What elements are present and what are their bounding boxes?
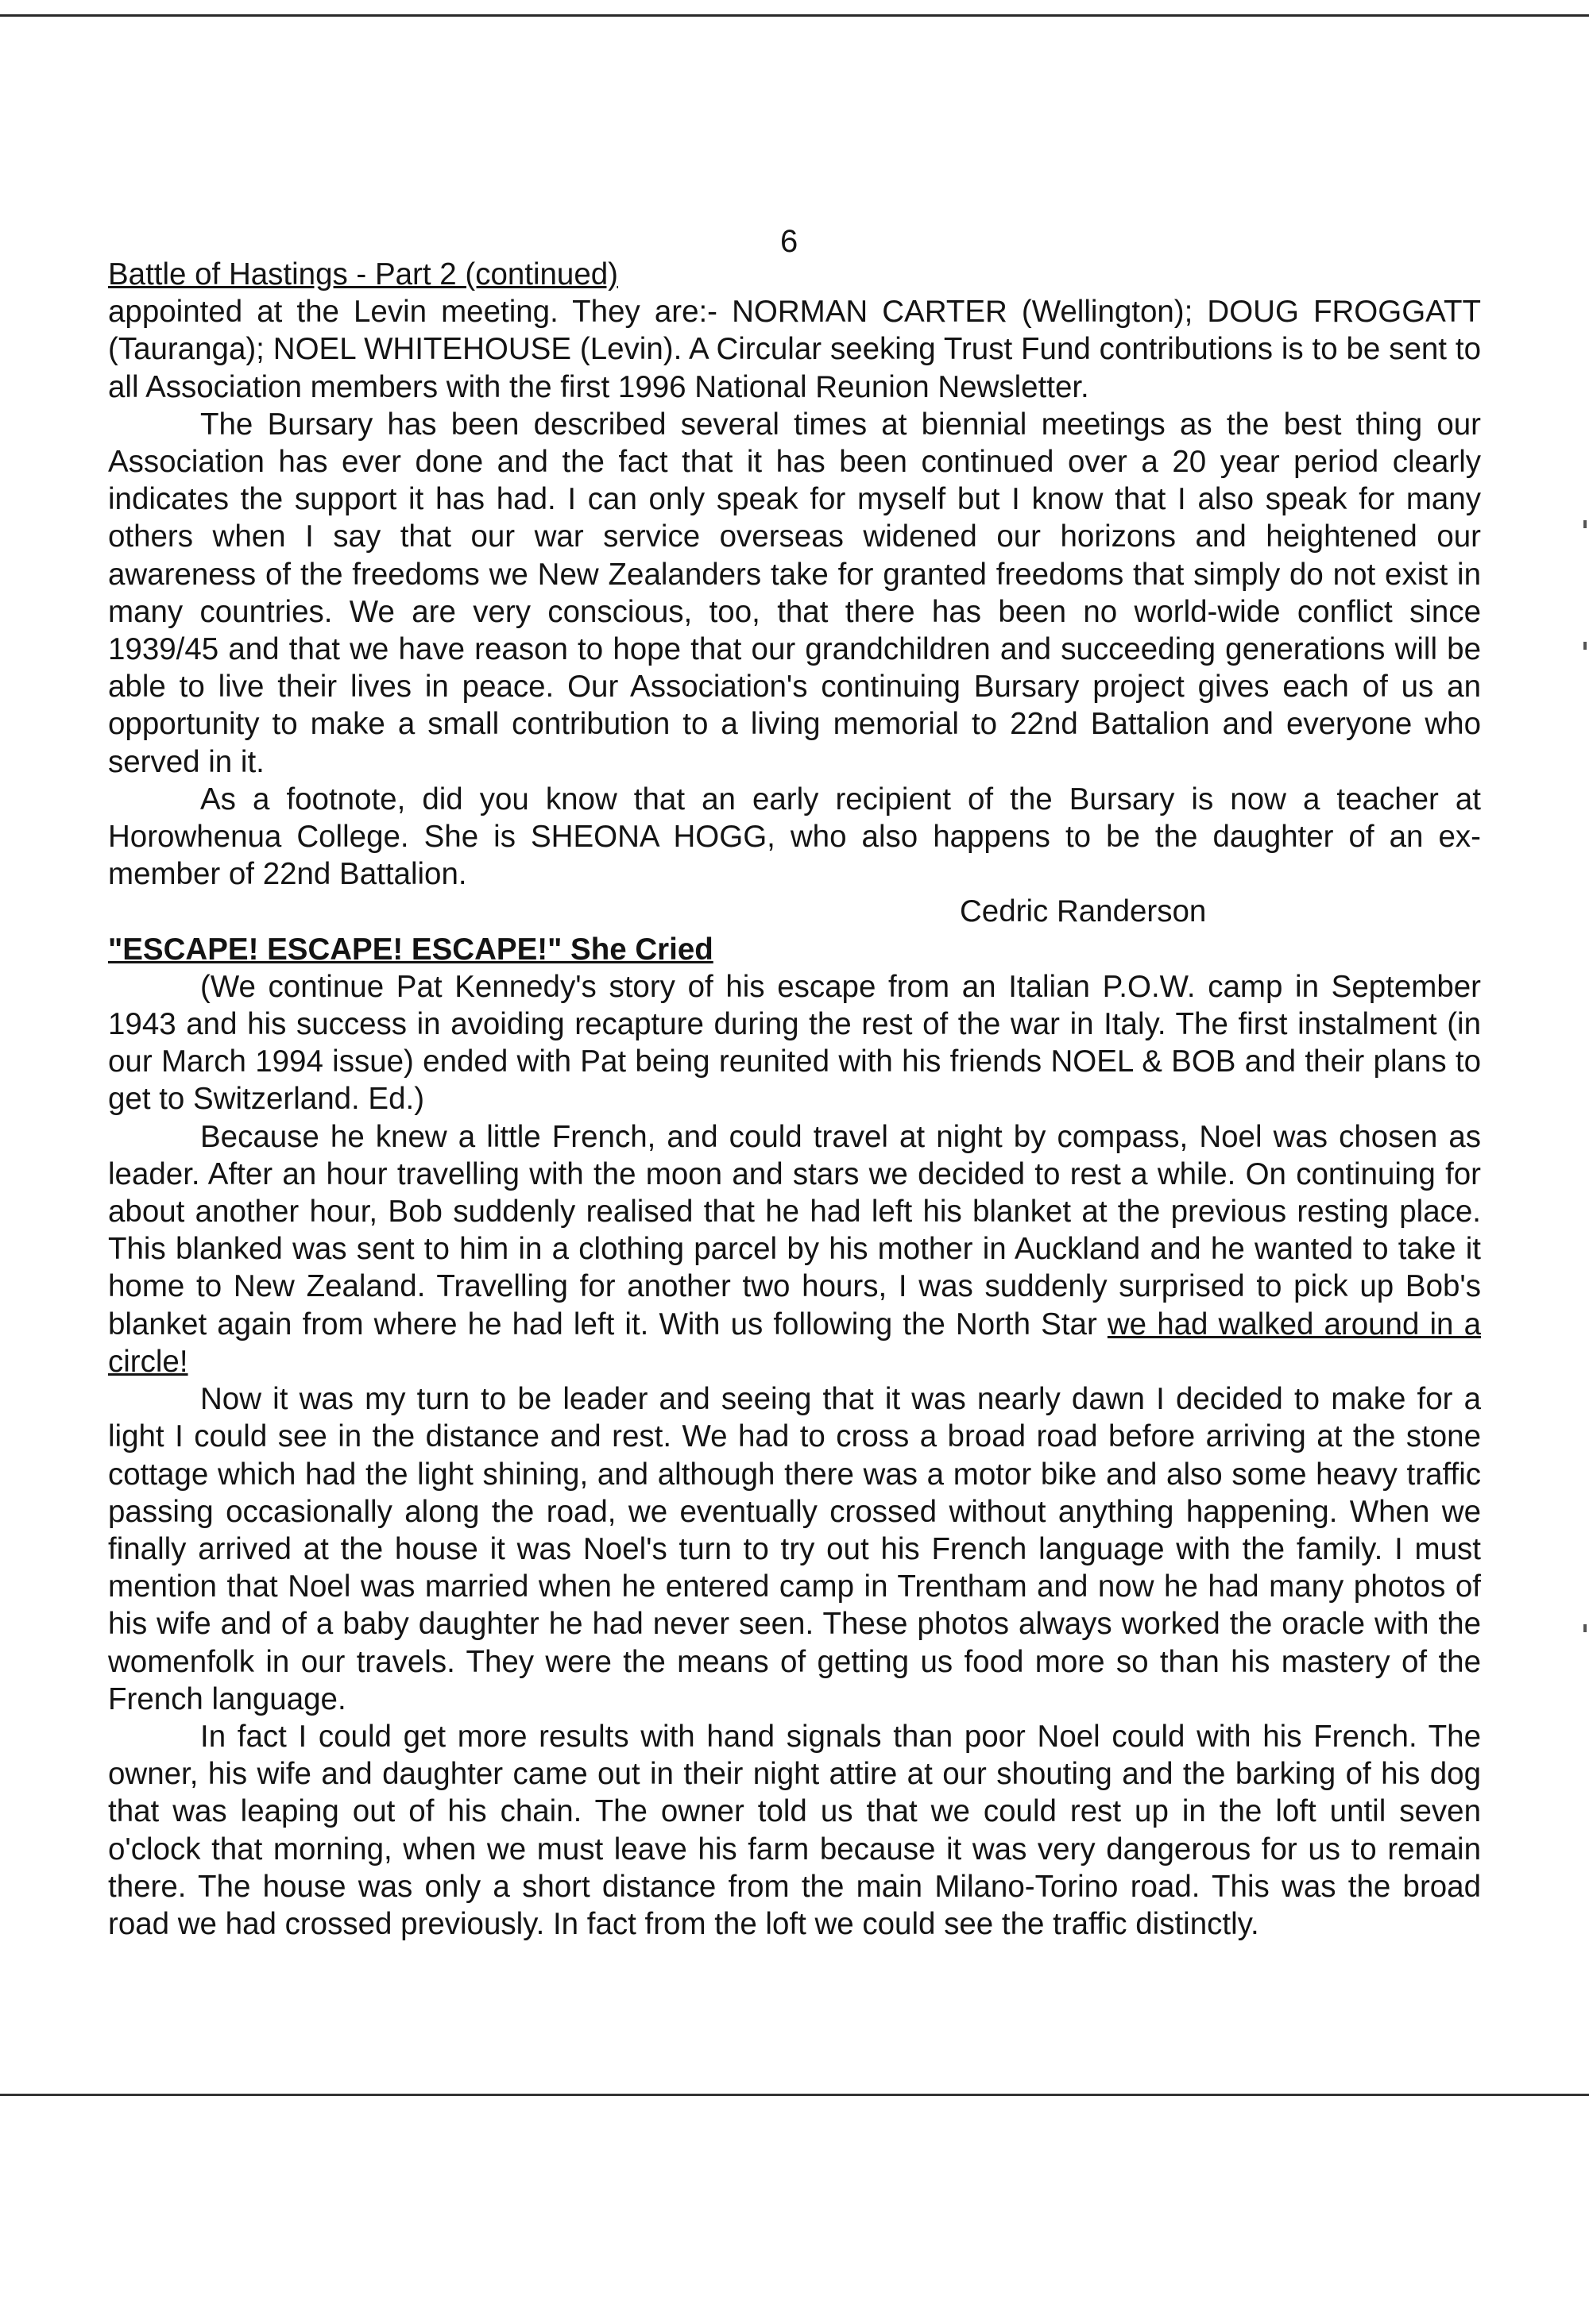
section-paragraph-1: appointed at the Levin meeting. They are:- NORMAN CARTER (Wellington); DOUG FROGGATT (Tauranga); NOEL WHITEHOUSE (Levin). A Circular seeking Trust Fund contributions is to be sent to all Association members with the first 1996 National Reunion Newsletter. — [108, 295, 1481, 404]
author-signature: Cedric Randerson — [960, 894, 1207, 929]
story-paragraph-1-text: Because he knew a little French, and could travel at night by compass, Noel was chosen as leader. After an hour travelling with the moon and stars we decided to rest a while. On continuing for about another hour, Bob suddenly realised that he had left his blanket at the previous resting place. This blanked was sent to him in a clothing parcel by his mother in Auckland and he wanted to take it home to New Zealand. Travelling for another two hours, I was suddenly surprised to pick up Bob's blanket again from where he had left it. With us following the North Star — [108, 1119, 1481, 1342]
page-number: 6 — [780, 224, 798, 259]
document-body — [108, 256, 1481, 1943]
story-paragraph-2: Now it was my turn to be leader and seeing that it was nearly dawn I decided to make for a light I could see in the distance and rest. We had to cross a broad road before arriving at the stone cottage which had the light shining, and although there was a motor bike and also some heavy traffic passing occasionally along the road, we eventually crossed without anything happening. When we finally arrived at the house it was Noel's turn to try out his French language with the family. I must mention that Noel was married when he entered camp in Trentham and now he had many photos of his wife and of a baby daughter he had never seen. These photos always worked the oracle with the womenfolk in our travels. They were the means of getting us food more so than his mastery of the French language. — [108, 1382, 1481, 1716]
story-paragraph-1-underlined: we had walked around in a circle! — [108, 1307, 1481, 1379]
scan-speck — [1583, 642, 1587, 650]
bottom-rule — [0, 2094, 1589, 2096]
section-paragraph-3: As a footnote, did you know that an early recipient of the Bursary is now a teacher at Horowhenua College. She is SHEONA HOGG, who also happens to be the daughter of an ex-member of 22nd Battalion. — [108, 782, 1481, 892]
scan-speck — [1583, 520, 1587, 528]
section-paragraph-2: The Bursary has been described several times at biennial meetings as the best thing our Association has ever done and the fact that it has been continued over a 20 year period clearly indicates the support it has had. I can only speak for myself but I know that I also speak for many others when I say that our war service overseas widened our horizons and heightened our awareness of the freedoms we New Zealanders take for granted freedoms that simply do not exist in many countries. We are very conscious, too, that there has been no world-wide conflict since 1939/45 and that we have reason to hope that our grandchildren and succeeding generations will be able to live their lives in peace. Our Association's continuing Bursary project gives each of us an opportunity to make a small contribution to a living memorial to 22nd Battalion and everyone who served in it. — [108, 407, 1481, 779]
top-rule — [0, 14, 1589, 17]
scan-speck — [1583, 1624, 1587, 1632]
story-intro: (We continue Pat Kennedy's story of his escape from an Italian P.O.W. camp in September 1943 and his success in avoiding recapture during the rest of the war in Italy. The first instalment (in our March 1994 issue) ended with Pat being reunited with his friends NOEL & BOB and their plans to get to Switzerland. Ed.) — [108, 969, 1481, 1117]
story-title: "ESCAPE! ESCAPE! ESCAPE!" She Cried — [108, 932, 713, 967]
story-paragraph-1 — [108, 1118, 1481, 1380]
section-heading: Battle of Hastings - Part 2 (continued) — [108, 257, 618, 291]
story-paragraph-3: In fact I could get more results with hand signals than poor Noel could with his French. The owner, his wife and daughter came out in their night attire at our shouting and the barking of his dog that was leaping out of his chain. The owner told us that we could rest up in the loft until seven o'clock that morning, when we must leave his farm because it was very dangerous for us to remain there. The house was only a short distance from the main Milano-Torino road. This was the broad road we had crossed previously. In fact from the loft we could see the traffic distinctly. — [108, 1719, 1481, 1941]
